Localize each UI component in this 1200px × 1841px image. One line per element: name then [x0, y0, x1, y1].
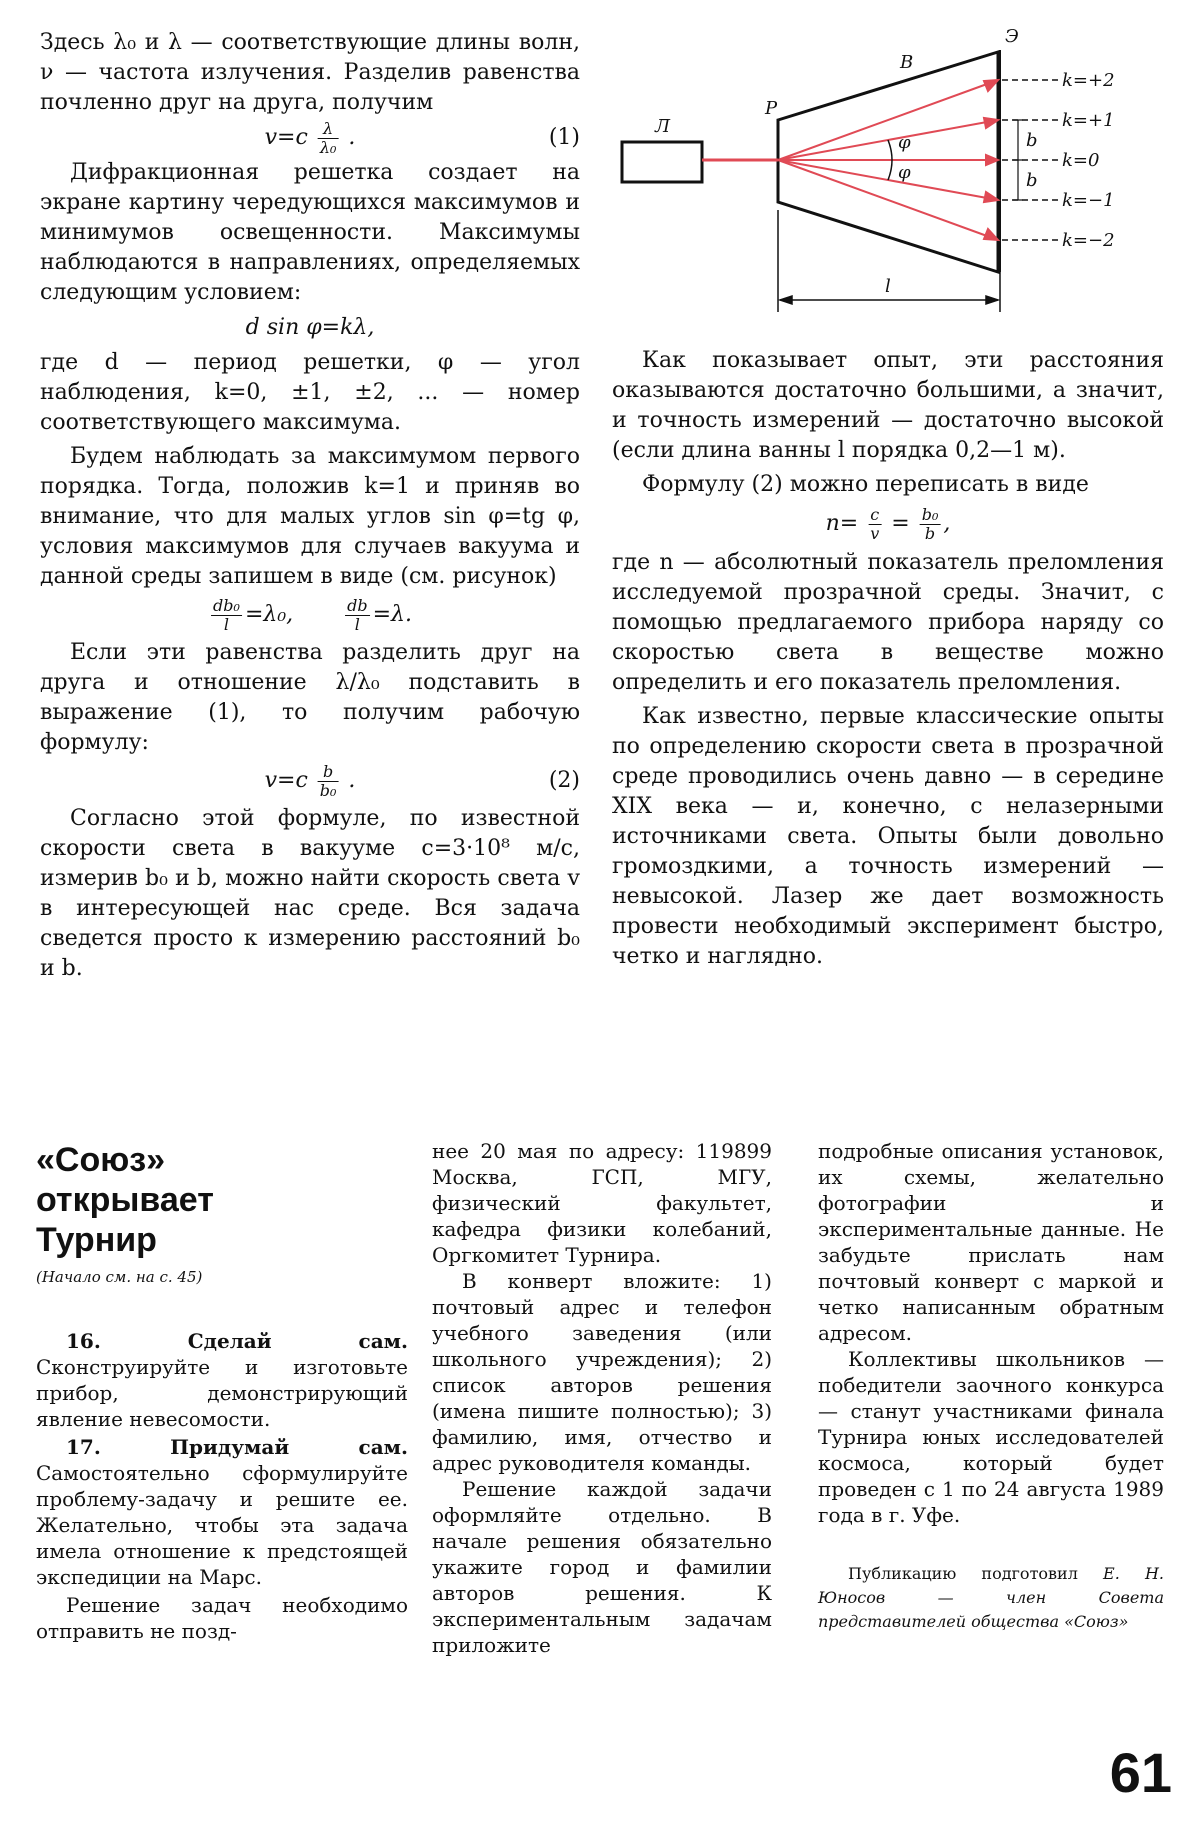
- paragraph: Решение задач необходимо отправить не позд-: [36, 1593, 408, 1643]
- equation-number: (1): [548, 125, 580, 150]
- label-bath: B: [900, 52, 914, 73]
- arrowhead: [984, 192, 998, 202]
- paragraph: Здесь λ₀ и λ — соответствующие длины волн, ν — частота излучения. Разделив равенства почленно друг на друга, получим: [40, 30, 580, 115]
- order-label: k=0: [1062, 150, 1100, 171]
- paragraph: Как показывает опыт, эти расстояния оказываются достаточно большими, а значит, и точность измерений — достаточно высокой (если длина ванны l порядка 0,2—1 м).: [612, 348, 1164, 463]
- soyuz-column-2: [432, 1138, 772, 1658]
- order-label: k=−1: [1062, 190, 1115, 211]
- beam-k-plus-2: [778, 80, 998, 160]
- b-dimension: [1013, 120, 1023, 200]
- formula-maxima: $\frac{\text{db₀}}{l}$ =λ₀, $\frac{db}{l}$ =λ.: [213, 595, 412, 634]
- laser-box: [622, 142, 702, 182]
- equation-number: (2): [548, 768, 580, 793]
- formula-1: v=c $\frac{\lambda}{\text{λ₀}}$ . (1): [264, 118, 580, 157]
- arrowhead: [984, 80, 998, 91]
- order-label: k=+1: [1062, 110, 1115, 131]
- label-phi: φ: [898, 162, 911, 183]
- diffraction-figure: [610, 20, 1170, 320]
- continued-note: (Начало см. на с. 45): [36, 1268, 203, 1286]
- paragraph: Как известно, первые классические опыты по определению скорости света в прозрачной среде проводились очень давно — в середине XIX века — и, конечно, с нелазерными источниками света. Опыты были довольно громоздкими, а точность измерений — невысокой. Лазер же дает возможность провести необходимый эксперимент быстро, четко и наглядно.: [612, 704, 1164, 969]
- paragraph: Если эти равенства разделить друг на друга и отношение λ/λ₀ подставить в выражение (1), то получим рабочую формулу:: [40, 640, 580, 755]
- paragraph: нее 20 мая по адресу: 119899 Москва, ГСП, МГУ, физический факультет, кафедра физики колебаний, Оргкомитет Турнира.: [432, 1139, 772, 1267]
- soyuz-column-1: [36, 1140, 408, 1644]
- bath-outline: [778, 52, 998, 272]
- task-16: 16. Сделай сам. Сконструируйте и изготовьте прибор, демонстрирующий явление невесомости.: [36, 1329, 408, 1431]
- formula-grating: d sin φ=kλ,: [245, 315, 375, 340]
- paragraph: Коллективы школьников — победители заочного конкурса — станут участниками финала Турнира юных исследователей космоса, который будет проведен с 1 по 24 августа 1989 года в г. Уфе.: [818, 1347, 1164, 1527]
- paragraph: Будем наблюдать за максимумом первого порядка. Тогда, положив k=1 и приняв во внимание, что для малых углов sin φ=tg φ, условия максимумов для случаев вакуума и данной среды запишем в виде (см. рисунок): [40, 444, 580, 589]
- label-laser: Л: [655, 116, 671, 137]
- diffraction-diagram: [610, 20, 1170, 320]
- arrowhead: [984, 229, 998, 240]
- arrowhead: [984, 118, 998, 128]
- label-phi: φ: [898, 132, 911, 153]
- order-label: k=−2: [1062, 230, 1115, 251]
- angle-arc: [888, 140, 892, 160]
- task-17: 17. Придумай сам. Самостоятельно сформулируйте проблему-задачу и решите ее. Желательно, чтобы эта задача имела отношение к предстоящей экспедиции на Марс.: [36, 1435, 408, 1589]
- page-number: 61: [1109, 1741, 1172, 1804]
- paragraph: Согласно этой формуле, по известной скорости света в вакууме c=3·10⁸ м/с, измерив b₀ и b, можно найти скорость света v в интересующей нас среде. Вся задача сведется просто к измерению расстояний b₀ и b.: [40, 806, 580, 981]
- paragraph: Формулу (2) можно переписать в виде: [642, 472, 1089, 497]
- label-b: b: [1026, 170, 1038, 191]
- left-column: [40, 28, 580, 984]
- paragraph: где d — период решетки, φ — угол наблюдения, k=0, ±1, ±2, ... — номер соответствующего максимума.: [40, 350, 580, 435]
- arrowhead: [986, 155, 998, 165]
- credit-line: Публикацию подготовил Е. Н. Юносов — член Совета представителей общества «Союз»: [818, 1564, 1165, 1631]
- formula-2: v=c $\frac{b}{\text{b₀}}$ . (2): [40, 758, 580, 804]
- label-l: l: [885, 276, 891, 297]
- section-title: «Союз» открывает Турнир: [36, 1141, 214, 1259]
- formula-refractive-index: n= $\frac{c}{v}$ = $\frac{\text{b₀}}{b}$ ,: [825, 504, 951, 543]
- paragraph: В конверт вложите: 1) почтовый адрес и телефон учебного заведения (или школьного учреждения); 2) список авторов решения (имена пишите полностью); 3) фамилию, имя, отчество и адрес руководителя команды.: [432, 1269, 772, 1475]
- order-label: k=+2: [1062, 70, 1115, 91]
- label-grating: P: [765, 98, 778, 119]
- beam-k-minus-2: [778, 160, 998, 240]
- paragraph: Дифракционная решетка создает на экране картину чередующихся максимумов и минимумов освещенности. Максимумы наблюдаются в направлениях, определяемых следующим условием:: [40, 160, 580, 305]
- soyuz-column-3: [818, 1138, 1164, 1634]
- paragraph: подробные описания установок, их схемы, желательно фотографии и экспериментальные данные. Не забудьте прислать нам почтовый конверт с маркой и четко написанным обратным адресом.: [818, 1139, 1164, 1345]
- paragraph: где n — абсолютный показатель преломления исследуемой прозрачной среды. Значит, с помощью предлагаемого прибора наряду со скоростью света в веществе можно определить и его показатель преломления.: [612, 550, 1164, 695]
- label-b: b: [1026, 130, 1038, 151]
- right-column: [612, 346, 1164, 972]
- label-screen: Э: [1005, 26, 1019, 47]
- angle-arc: [888, 160, 892, 180]
- paragraph: Решение каждой задачи оформляйте отдельно. В начале решения обязательно укажите город и фамилии авторов решения. К экспериментальным задачам приложите: [432, 1477, 772, 1657]
